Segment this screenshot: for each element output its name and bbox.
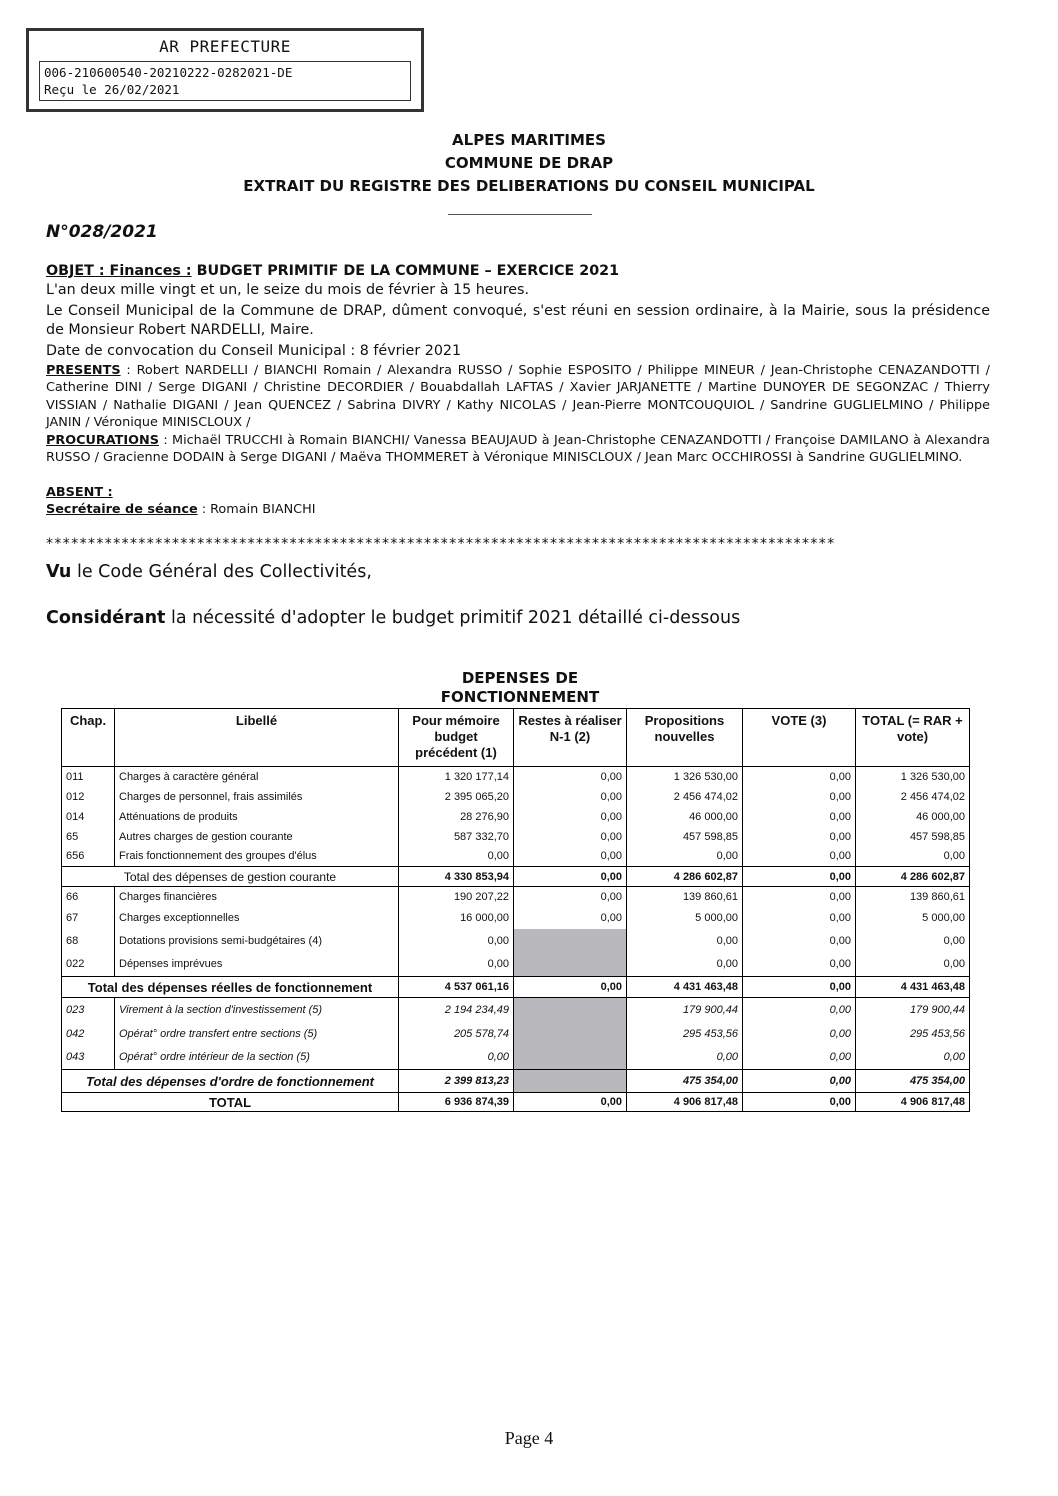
subtotal-rar-shaded [514,1070,627,1093]
cell-chap: 022 [62,953,115,977]
grand-total-propositions: 4 906 817,48 [627,1093,743,1112]
col-header-vote: VOTE (3) [743,709,856,767]
objet-line [46,262,990,281]
cell-rar: 0,00 [514,807,627,827]
subtotal-previous: 2 399 813,23 [399,1070,514,1093]
procurations-paragraph [46,432,990,467]
secretaire-text: : Romain BIANCHI [197,502,316,517]
subtotal-previous: 4 537 061,16 [399,977,514,998]
cell-previous: 190 207,22 [399,887,514,908]
col-header-propositions: Propositions nouvelles [627,709,743,767]
cell-propositions: 0,00 [627,847,743,867]
cell-rar: 0,00 [514,887,627,908]
cell-total: 457 598,85 [856,827,970,847]
grand-total-rar: 0,00 [514,1093,627,1112]
grand-total-label: TOTAL [62,1093,399,1112]
subtotal-total: 4 431 463,48 [856,977,970,998]
cell-rar: 0,00 [514,767,627,787]
cell-rar-shaded [514,998,627,1022]
cell-vote: 0,00 [743,1046,856,1070]
col-header-chap: Chap. [62,709,115,767]
cell-previous: 0,00 [399,953,514,977]
grand-total-total: 4 906 817,48 [856,1093,970,1112]
cell-propositions: 0,00 [627,953,743,977]
table-row [62,908,970,929]
cell-label: Dotations provisions semi-budgétaires (4) [115,929,399,953]
header-department: ALPES MARITIMES [452,131,606,149]
cell-propositions: 2 456 474,02 [627,787,743,807]
cell-vote: 0,00 [743,767,856,787]
cell-chap: 68 [62,929,115,953]
cell-previous: 2 395 065,20 [399,787,514,807]
cell-label: Charges à caractère général [115,767,399,787]
objet-label: OBJET : Finances : [46,263,192,279]
cell-vote: 0,00 [743,827,856,847]
table-row [62,847,970,867]
cell-previous: 28 276,90 [399,807,514,827]
subtotal-total: 4 286 602,87 [856,867,970,887]
col-header-total: TOTAL (= RAR + vote) [856,709,970,767]
intro-session: Le Conseil Municipal de la Commune de DRAP, dûment convoqué, s'est réuni en session ordinaire, à la Mairie, sous la présidence de Monsieur Robert NARDELLI, Maire. [46,303,990,338]
table-row [62,827,970,847]
secretaire-line [46,501,990,518]
table-row [62,953,970,977]
subtotal-propositions: 475 354,00 [627,1070,743,1093]
subtotal-vote: 0,00 [743,867,856,887]
vu-line [46,562,372,582]
cell-label: Charges exceptionnelles [115,908,399,929]
header-divider [448,214,592,215]
cell-previous: 0,00 [399,929,514,953]
cell-propositions: 179 900,44 [627,998,743,1022]
cell-vote: 0,00 [743,847,856,867]
cell-total: 0,00 [856,929,970,953]
considerant-text: la nécessité d'adopter le budget primitif 2021 détaillé ci-dessous [165,608,741,628]
cell-chap: 67 [62,908,115,929]
cell-vote: 0,00 [743,908,856,929]
cell-propositions: 0,00 [627,929,743,953]
cell-previous: 16 000,00 [399,908,514,929]
separator-stars: ********************************************************************************************** [46,536,836,552]
subtotal-propositions: 4 431 463,48 [627,977,743,998]
subtotal-vote: 0,00 [743,1070,856,1093]
prefecture-stamp [26,28,424,112]
subtotal-row-ordre [62,1070,970,1093]
cell-propositions: 457 598,85 [627,827,743,847]
cell-vote: 0,00 [743,953,856,977]
cell-previous: 587 332,70 [399,827,514,847]
cell-propositions: 5 000,00 [627,908,743,929]
cell-label: Frais fonctionnement des groupes d'élus [115,847,399,867]
cell-total: 5 000,00 [856,908,970,929]
procurations-text: : Michaël TRUCCHI à Romain BIANCHI/ Vanessa BEAUJAUD à Jean-Christophe CENAZANDOTTI / Françoise DAMILANO à Alexandra RUSSO / Gracienne DODAIN à Serge DIGANI / Maëva THOMMERET à Véronique MINISCLOUX / Jean Marc OCCHIROSSI à Sandrine GUGLIELMINO. [46,433,990,466]
intro-date: L'an deux mille vingt et un, le seize du mois de février à 15 heures. [46,282,530,298]
stamp-title: AR PREFECTURE [159,37,291,56]
cell-total: 46 000,00 [856,807,970,827]
subtotal-label: Total des dépenses de gestion courante [62,867,399,887]
cell-label: Dépenses imprévues [115,953,399,977]
grand-total-row [62,1093,970,1112]
grand-total-vote: 0,00 [743,1093,856,1112]
cell-label: Charges financières [115,887,399,908]
cell-total: 0,00 [856,847,970,867]
header-commune: COMMUNE DE DRAP [444,154,614,172]
cell-rar-shaded [514,929,627,953]
table-row [62,1022,970,1046]
table-title-line1: DEPENSES DE [461,669,579,687]
objet-text: BUDGET PRIMITIF DE LA COMMUNE – EXERCICE 2021 [191,263,620,279]
subtotal-label: Total des dépenses réelles de fonctionnement [62,977,399,998]
subtotal-total: 475 354,00 [856,1070,970,1093]
table-row [62,887,970,908]
intro-convocation: Date de convocation du Conseil Municipal : 8 février 2021 [46,343,462,359]
table-row [62,807,970,827]
subtotal-row-reelles [62,977,970,998]
cell-previous: 0,00 [399,1046,514,1070]
grand-total-previous: 6 936 874,39 [399,1093,514,1112]
deliberation-number: N°028/2021 [46,222,158,242]
subtotal-vote: 0,00 [743,977,856,998]
absent-line [46,484,990,501]
cell-propositions: 46 000,00 [627,807,743,827]
cell-chap: 65 [62,827,115,847]
stamp-received-date: Reçu le 26/02/2021 [44,82,180,97]
cell-rar: 0,00 [514,787,627,807]
table-row [62,929,970,953]
cell-rar-shaded [514,1046,627,1070]
cell-total: 1 326 530,00 [856,767,970,787]
col-header-libelle: Libellé [115,709,399,767]
table-title-line2: FONCTIONNEMENT [440,688,600,706]
page-number: Page 4 [504,1428,554,1448]
cell-propositions: 0,00 [627,1046,743,1070]
cell-previous: 205 578,74 [399,1022,514,1046]
considerant-line [46,608,740,628]
stamp-reference-box [39,61,411,101]
budget-table [61,708,970,1112]
table-row [62,767,970,787]
col-header-rar: Restes à réaliser N-1 (2) [514,709,627,767]
cell-propositions: 139 860,61 [627,887,743,908]
cell-label: Atténuations de produits [115,807,399,827]
cell-propositions: 295 453,56 [627,1022,743,1046]
cell-vote: 0,00 [743,787,856,807]
cell-chap: 014 [62,807,115,827]
presents-label: PRESENTS [46,363,121,378]
cell-previous: 2 194 234,49 [399,998,514,1022]
presents-paragraph [46,362,990,432]
cell-chap: 011 [62,767,115,787]
cell-chap: 023 [62,998,115,1022]
cell-rar-shaded [514,953,627,977]
cell-previous: 1 320 177,14 [399,767,514,787]
cell-total: 139 860,61 [856,887,970,908]
cell-total: 179 900,44 [856,998,970,1022]
subtotal-row-gestion-courante [62,867,970,887]
cell-chap: 043 [62,1046,115,1070]
cell-vote: 0,00 [743,998,856,1022]
cell-chap: 656 [62,847,115,867]
cell-label: Opérat° ordre transfert entre sections (5) [115,1022,399,1046]
header-register: EXTRAIT DU REGISTRE DES DELIBERATIONS DU CONSEIL MUNICIPAL [243,177,815,195]
presents-text: : Robert NARDELLI / BIANCHI Romain / Alexandra RUSSO / Sophie ESPOSITO / Philippe MINEUR / Jean-Christophe CENAZANDOTTI / Catherine DINI / Serge DIGANI / Christine DECORDIER / Bouabdallah LAFTAS / Xavier JARJANETTE / Martine DUNOYER DE SEGONZAC / Thierry VISSIAN / Nathalie DIGANI / Jean QUENCEZ / Sabrina DIVRY / Kathy NICOLAS / Jean-Pierre MONTCOUQUIOL / Sandrine GUGLIELMINO / Philippe JANIN / Véronique MINISCLOUX / [46,363,990,431]
secretaire-label: Secrétaire de séance [46,502,198,517]
considerant-bold: Considérant [46,608,166,628]
table-row [62,998,970,1022]
cell-label: Virement à la section d'investissement (5) [115,998,399,1022]
cell-vote: 0,00 [743,929,856,953]
cell-total: 295 453,56 [856,1022,970,1046]
cell-rar: 0,00 [514,847,627,867]
table-row [62,1046,970,1070]
cell-total: 2 456 474,02 [856,787,970,807]
col-header-previous: Pour mémoire budget précédent (1) [399,709,514,767]
cell-chap: 012 [62,787,115,807]
cell-chap: 66 [62,887,115,908]
absent-label: ABSENT : [46,485,113,500]
subtotal-previous: 4 330 853,94 [399,867,514,887]
cell-rar-shaded [514,1022,627,1046]
vu-text: le Code Général des Collectivités, [71,562,372,582]
cell-rar: 0,00 [514,908,627,929]
cell-previous: 0,00 [399,847,514,867]
subtotal-propositions: 4 286 602,87 [627,867,743,887]
cell-chap: 042 [62,1022,115,1046]
cell-label: Charges de personnel, frais assimilés [115,787,399,807]
subtotal-rar: 0,00 [514,867,627,887]
cell-vote: 0,00 [743,807,856,827]
cell-vote: 0,00 [743,1022,856,1046]
procurations-label: PROCURATIONS [46,433,159,448]
cell-label: Autres charges de gestion courante [115,827,399,847]
cell-total: 0,00 [856,953,970,977]
subtotal-rar: 0,00 [514,977,627,998]
cell-total: 0,00 [856,1046,970,1070]
cell-propositions: 1 326 530,00 [627,767,743,787]
table-header-row [62,709,970,767]
cell-rar: 0,00 [514,827,627,847]
vu-bold: Vu [46,562,72,582]
cell-label: Opérat° ordre intérieur de la section (5) [115,1046,399,1070]
stamp-reference: 006-210600540-20210222-0282021-DE [44,65,293,80]
cell-vote: 0,00 [743,887,856,908]
subtotal-label: Total des dépenses d'ordre de fonctionnement [62,1070,399,1093]
table-row [62,787,970,807]
